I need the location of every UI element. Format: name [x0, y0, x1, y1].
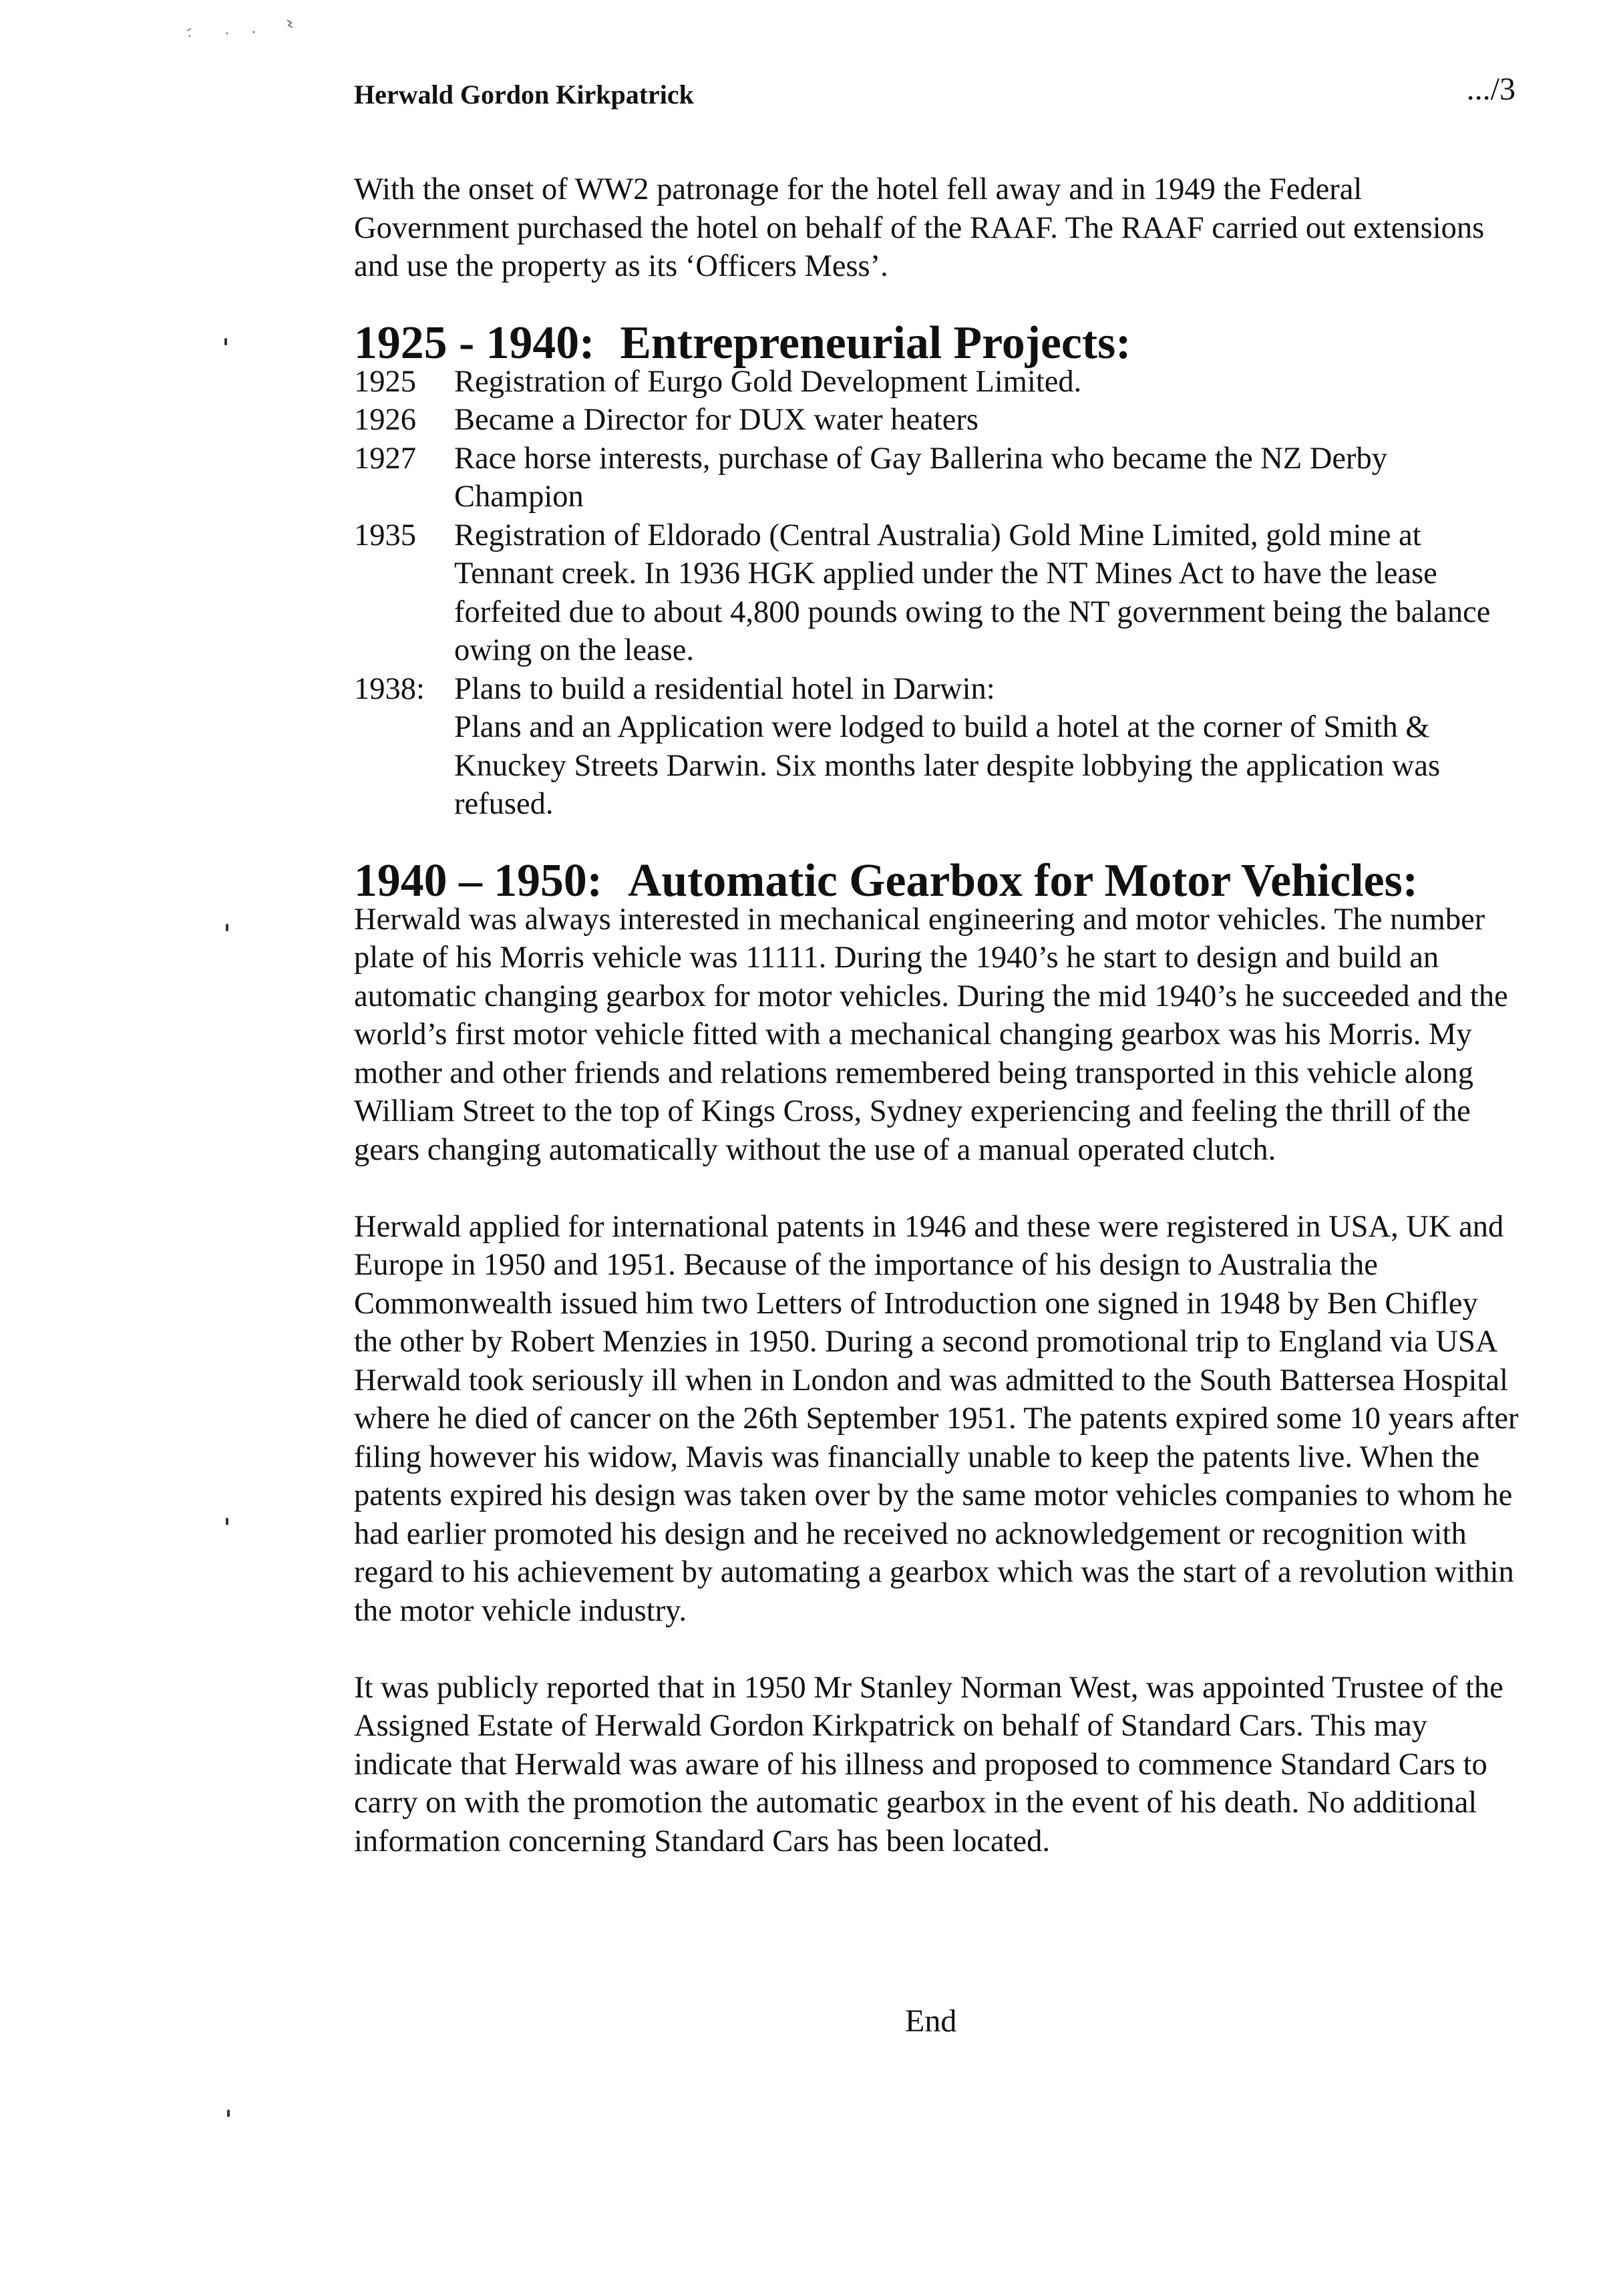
list-item — [354, 516, 1523, 670]
entry-text: Race horse interests, purchase of Gay Ballerina who became the NZ Derby Champion — [454, 441, 1388, 514]
list-item — [354, 401, 1523, 440]
section-title: Entrepreneurial Projects: — [620, 317, 1131, 369]
margin-speck — [226, 924, 228, 931]
entry-year: 1935 — [354, 518, 416, 552]
entry-year: 1938: — [354, 671, 425, 706]
page-header — [354, 71, 1515, 124]
entry-detail: Plans and an Application were lodged to build a hotel at the corner of Smith & Knuckey Streets Darwin. Six months later despite lobbying the application was refused. — [454, 710, 1441, 821]
section-heading-gearbox — [354, 855, 1523, 907]
entry-year: 1927 — [354, 441, 416, 476]
entry-year: 1926 — [354, 403, 416, 437]
entry-text — [454, 670, 1523, 824]
header-author-name: Herwald Gordon Kirkpatrick — [354, 79, 694, 110]
list-item — [354, 440, 1523, 516]
entry-text-line: Plans to build a residential hotel in Darwin: — [454, 671, 995, 706]
gearbox-paragraph-1: Herwald was always interested in mechanical engineering and motor vehicles. The number plate of his Morris vehicle was 11111. During the 1940’s he start to design and build an automatic changing gearbox for motor vehicles. During the mid 1940’s he succeeded and the world’s first motor vehicle fitted with a mechanical changing gearbox was his Morris. My mother and other friends and relations remembered being transported in this vehicle along William Street to the top of Kings Cross, Sydney experiencing and feeling the thrill of the gears changing automatically without the use of a manual operated clutch. — [354, 902, 1508, 1167]
entry-text: Became a Director for DUX water heaters — [454, 403, 978, 437]
gearbox-paragraph-3: It was publicly reported that in 1950 Mr Stanley Norman West, was appointed Trustee of the Assigned Estate of Herwald Gordon Kirkpatrick on behalf of Standard Cars. This may indicate that Herwald was aware of his illness and proposed to commence Standard Cars to carry on with the promotion the automatic gearbox in the event of his death. No additional information concerning Standard Cars has been located. — [354, 1670, 1503, 1858]
gearbox-paragraph-2: Herwald applied for international patents in 1946 and these were registered in USA, UK and Europe in 1950 and 1951. Because of the importance of his design to Australia the Commonwealth issued him two Letters of Introduction one signed in 1948 by Ben Chifley the other by Robert Menzies in 1950. During a second promotional trip to England via USA Herwald took seriously ill when in London and was admitted to the South Battersea Hospital where he died of cancer on the 26th September 1951. The patents expired some 10 years after filing however his widow, Mavis was financially unable to keep the patents live. When the patents expired his design was taken over by the same motor vehicles companies to whom he had earlier promoted his design and he received no acknowledgement or recognition with regard to his achievement by automating a gearbox which was the start of a revolution within the motor vehicle industry. — [354, 1209, 1519, 1628]
list-item — [354, 363, 1523, 401]
margin-speck — [224, 338, 227, 345]
section-title: Automatic Gearbox for Motor Vehicles: — [627, 855, 1418, 907]
header-page-reference: .../3 — [1466, 71, 1515, 107]
end-marker: End — [905, 2003, 957, 2039]
section-years: 1940 – 1950: — [354, 855, 602, 907]
intro-paragraph: With the onset of WW2 patronage for the hotel fell away and in 1949 the Federal Government purchased the hotel on behalf of the RAAF. The RAAF carried out extensions and use the property as its ‘Officers Mess’. — [354, 172, 1485, 283]
entry-year: 1925 — [354, 364, 416, 399]
entry-text: Registration of Eldorado (Central Australia) Gold Mine Limited, gold mine at Tennant creek. In 1936 HGK applied under the NT Mines Act to have the lease forfeited due to about 4,800 pounds owing to the NT government being the balance owing on the lease. — [454, 518, 1491, 667]
entry-text: Registration of Eurgo Gold Development Limited. — [454, 364, 1082, 399]
margin-speck — [226, 1518, 228, 1525]
margin-speck — [227, 2110, 230, 2117]
section-heading-projects — [354, 317, 1523, 369]
list-item — [354, 670, 1523, 824]
document-body — [354, 170, 1523, 1860]
section-years: 1925 - 1940: — [354, 317, 595, 369]
scan-artifact-marks — [180, 13, 307, 40]
project-entries-list — [354, 363, 1523, 824]
